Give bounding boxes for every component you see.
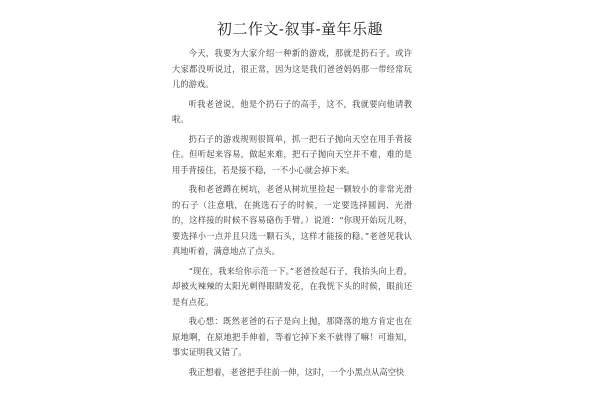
paragraph-1: 今天，我要为大家介绍一种新的游戏，那就是扔石子。或许大家都没听说过，很正常，因为这是我们爸爸妈妈那一带经常玩儿的游戏。 xyxy=(172,48,412,89)
document-title: 初二作文-叙事-童年乐趣 xyxy=(216,20,384,38)
paragraph-7: 我正想着，老爸把手往前一伸，这时，一个小黑点从高空快 xyxy=(188,366,405,377)
paragraph-4: 我和老爸蹲在树坑，老爸从树坑里捡起一颗较小的非常光滑的石子（注意哦，在挑选石子的时候，一定要选择圆润、光滑的，这样接的时候不容易硌伤手臂。）说道：“你现开始玩儿呀，要选择小一点并且只选一颗石头，这样才能接的稳。”老爸见我认真地听着，满意地点了点头。 xyxy=(172,184,412,256)
document-body xyxy=(172,46,412,384)
paragraph-2: 听我老爸说，他是个扔石子的高手，这不，我就要向他请教啦。 xyxy=(172,98,412,124)
paragraph-5: “现在，我来给你示范一下。”老爸捡起石子，我抬头向上看，却被火辣辣的太阳光刺得眼睛发花，在我恍下头的时候，眼前还是有点花。 xyxy=(172,265,412,307)
paragraph-6: 我心想：既然老爸的石子是向上抛，那降落的地方肯定也在原地啊，在原地把手伸着，等着它掉下来不就得了嘛！可谁知，事实证明我又错了。 xyxy=(172,316,412,357)
paragraph-3: 扔石子的游戏规则很简单，抓一把石子抛向天空在用手背接住。但听起来容易，做起来难，把石子抛向天空并不难，难的是用手背接住，若是接不稳，一不小心就会掉下来。 xyxy=(172,133,412,175)
